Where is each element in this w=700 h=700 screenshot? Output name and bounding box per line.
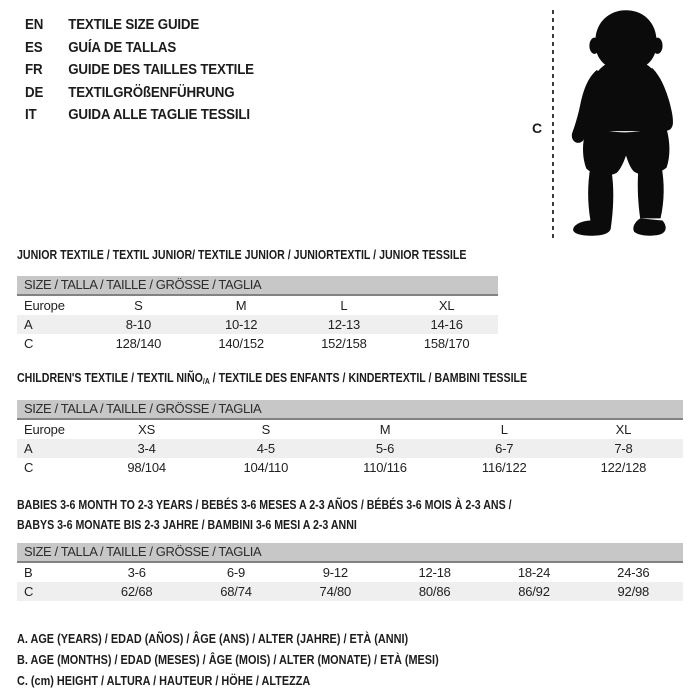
title-line-2: BABYS 3-6 MONATE BIS 2-3 JAHRE / BAMBINI 3-6 MESI A 2-3 ANNI [17,518,357,532]
children-table [17,400,683,477]
table-row-height [17,334,498,353]
babies-table [17,543,683,601]
size-cell: 80/86 [418,584,451,599]
table-row-height [17,582,683,601]
size-cell: L [340,298,348,313]
size-cell: 104/110 [243,460,289,475]
title-line-1: BABIES 3-6 MONTH TO 2-3 YEARS / BEBÉS 3-6 MESES A 2-3 AÑOS / BÉBÉS 3-6 MOIS À 2-3 ANS / [17,498,512,512]
size-cell: 9-12 [322,565,348,580]
size-cell: 3-6 [127,565,146,580]
height-dashed-line [552,10,554,240]
lang-code: ES [25,39,43,56]
lang-title: TEXTILE SIZE GUIDE [68,17,200,33]
size-cell: 3-4 [137,441,156,456]
junior-table-title: JUNIOR TEXTILE / TEXTIL JUNIOR/ TEXTILE JUNIOR / JUNIORTEXTIL / JUNIOR TESSILE [17,248,467,262]
size-cell: M [235,298,247,313]
size-cell: 158/170 [423,336,470,351]
lang-title: GUIDE DES TAILLES TEXTILE [68,62,254,79]
size-cell: 98/104 [127,460,166,475]
row-label: C [24,460,34,475]
title-text: / TEXTILE DES ENFANTS / KINDERTEXTIL / BAMBINI TESSILE [209,371,528,385]
size-cell: 122/128 [600,460,647,475]
junior-table [17,276,498,353]
size-cell: 12-13 [327,317,360,332]
lang-code: EN [25,17,44,33]
size-cell: XS [138,422,156,437]
size-cell: S [261,422,271,437]
size-header-bar: SIZE / TALLA / TAILLE / GRÖSSE / TAGLIA [17,543,683,563]
table-row-europe [17,420,683,439]
size-cell: 10-12 [225,317,258,332]
row-label: A [24,441,33,456]
size-cell: 68/74 [220,584,252,599]
row-label: Europe [24,298,65,313]
size-header-bar: SIZE / TALLA / TAILLE / GRÖSSE / TAGLIA [17,400,683,420]
lang-code: IT [25,107,37,124]
lang-row-fr [25,59,254,82]
table-row-europe [17,296,498,315]
size-cell: 152/158 [321,336,367,351]
table-row-age [17,315,498,334]
footnote-a: A. AGE (YEARS) / EDAD (AÑOS) / ÂGE (ANS) / ALTER (JAHRE) / ETÀ (ANNI) [17,632,409,646]
size-cell: XL [438,298,455,313]
table-row-months [17,563,683,582]
row-label: C [24,584,34,599]
size-cell: 128/140 [115,336,162,351]
size-cell: 8-10 [125,317,151,332]
size-cell: 116/122 [481,460,527,475]
children-table-title [17,371,527,386]
size-cell: 7-8 [614,441,633,456]
row-label: C [24,336,34,351]
language-list [25,14,274,127]
size-cell: XL [615,422,632,437]
toddler-silhouette-icon [563,7,693,244]
lang-row-en [25,14,254,37]
footnotes [17,629,502,692]
lang-row-it [25,104,254,127]
lang-code: FR [25,62,43,79]
size-cell: 92/98 [617,584,650,599]
size-cell: 62/68 [120,584,153,599]
table-row-age [17,439,683,458]
title-text: CHILDREN'S TEXTILE / TEXTIL NIÑO [17,371,203,385]
size-cell: 110/116 [363,460,407,475]
size-cell: S [134,298,143,313]
size-cell: 14-16 [430,317,463,332]
row-label: B [24,565,33,580]
row-label: Europe [24,422,65,437]
size-cell: 12-18 [418,565,451,580]
lang-title: TEXTILGRÖßENFÜHRUNG [68,84,235,101]
lang-title: GUÍA DE TALLAS [68,39,177,56]
row-label: A [24,317,33,332]
footnote-b: B. AGE (MONTHS) / EDAD (MESES) / ÂGE (MOIS) / ALTER (MONATE) / ETÀ (MESI) [17,653,439,667]
size-cell: 6-7 [495,441,514,456]
size-cell: 74/80 [319,584,352,599]
size-cell: 140/152 [218,336,264,351]
size-cell: 6-9 [226,565,246,580]
babies-table-title [17,495,512,535]
size-cell: 4-5 [256,441,275,456]
size-cell: 18-24 [517,565,551,580]
lang-code: DE [25,84,44,101]
table-row-height [17,458,683,477]
size-header-bar: SIZE / TALLA / TAILLE / GRÖSSE / TAGLIA [17,276,498,296]
lang-title: GUIDA ALLE TAGLIE TESSILI [68,107,250,124]
title-subscript: /A [202,377,210,386]
size-cell: 86/92 [518,584,550,599]
size-cell: L [500,422,508,437]
size-cell: 5-6 [375,441,395,456]
height-measure-label: C [532,120,543,136]
footnote-c: C. (cm) HEIGHT / ALTURA / HAUTEUR / HÖHE / ALTEZZA [17,674,311,688]
size-cell: M [379,422,391,437]
lang-row-es [25,37,254,60]
size-cell: 24-36 [617,565,650,580]
lang-row-de [25,82,254,105]
